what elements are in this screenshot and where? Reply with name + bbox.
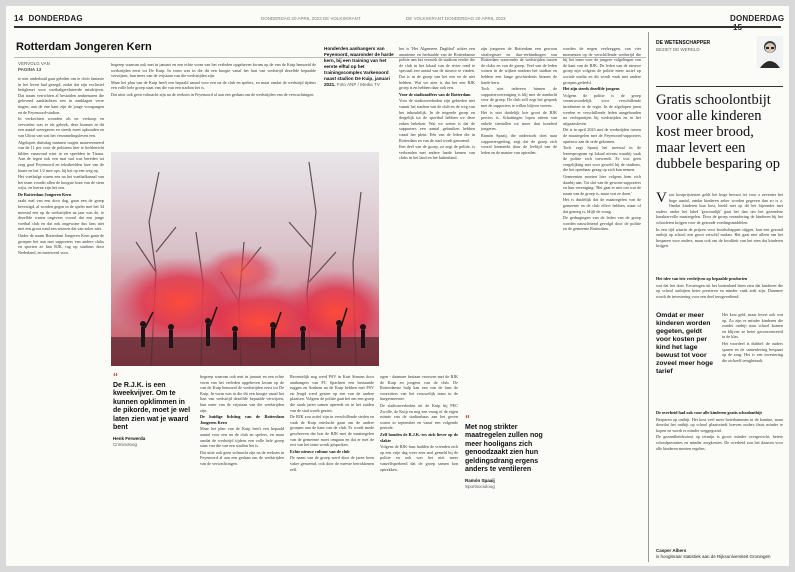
caption-text: Honderden aanhangers van Feyenoord, waaronder de harde kern, bij een training van het eerste elftal op het trainingscomplex Varkenoord naast stadion De Kuip, januari 2021. — [324, 46, 394, 87]
paragraph: De gedragingen van de leden van de groep worden nauwlettend gevolgd door de politie en de gemeente Rotterdam. — [563, 215, 641, 232]
paragraph: Gemeenten moeten hier volgens hem zich daarbij aan. Tot slot van de gewone supporters en hun vereniging: 'Het gaat er niet om wat de naam van de groep is, maar wat ze doen.' — [563, 174, 641, 196]
continued-kicker — [18, 61, 50, 73]
opinion-body-3 — [722, 312, 783, 404]
opinion-body-2 — [656, 276, 783, 306]
paragraph: De RJK zou actief zijn in verschillende steden en vaak de Kuip ontvlucht gaan om de andere groepen aan de kant van de club. Er wordt mede geschreven dat hoe de RJK met de maatregelen van de gemeente moet omgaan en dat er met de rest van het team wordt gesproken. — [290, 414, 374, 448]
section-subtitle: BEZIET DE WERELD — [656, 46, 700, 52]
paragraph: Volgens de RJK-fans hadden de vrienden zich op een vrije dag weer zeer snel gemeld bij de politie en ook was het niet meer vanzelfsprekend dat de groep samen kon optrekken. — [380, 444, 458, 472]
paragraph: Voor de stadionverboden zijn gebieden niet vanuit het stadion van de club en de weg van het inhoudelijk. In de negende groep en dergelijk tot de sporthal hebben we deze zaken bekeken. Wat we weten is dat de supporters een aantal gebruiken hebben vanaf het plein. Eén van de leden die in Rotterdam en van de stad wordt genoemd. — [399, 98, 475, 143]
paragraph: het is 'Het Algemeen Dagblad' achter een anonieme en herhaalde van de Rotterdamse politie aan het verzoek de stadions eerder die de club in het lokaal van de rivier rond te speciaal een aantal van de nieuwe te vinden. Dat is in de groep van het een en de niet hebben. Wat we zien is dat het een RJK groep is en hebben daar ook een. — [399, 46, 475, 91]
paragraph: Volgens de politie is de groep verantwoordelijk voor verschillende incidenten in de regio. In de afgelopen jaren werden er verschillende leden aangehouden na vechtpartijen bij wedstrijden en in het uitgaansleven. — [563, 92, 641, 126]
photo-illustration — [111, 152, 379, 366]
paragraph: zijn jongeren de Rotterdam een gewoon strafregister en duo-verbindingen van Rotterdam waaronder de wedstrijden tussen de clubs en van de groep. Veel van de leden wonen in de wijken rondom het stadion en hebben een lange geschiedenis binnen de harde kern. — [481, 46, 557, 85]
author-role: is hoogleraar statistiek aan de Rijksuniversiteit Groningen — [656, 554, 771, 559]
subhead: Het zijn steeds dezelfde jongens — [563, 86, 620, 92]
paragraph: De gezondheidswinst op termijn is groot: minder overgewicht, betere schoolprestaties en minder zorgkosten. De overheid zou het daarom voor alle kinderen moeten regelen. — [656, 434, 783, 451]
subhead: Zelf houden de R.J.K.-ers zich liever op de vlakte — [380, 431, 458, 443]
quote-text: Met nog strikter maatregelen zullen nog meer hooligans zich genoodzaakt zien hun geldingsdrang ergens anders te ventileren — [465, 424, 543, 474]
quote-mark-icon: “ — [113, 372, 118, 383]
drop-cap: V — [656, 192, 667, 206]
day-label-left: DONDERDAG — [28, 14, 83, 23]
subhead: De overheid had ook voor alle kinderen gratis schoolontbijt — [656, 410, 762, 415]
paragraph: Het voordeel is dubbel: de ouders sparen en de samenleving bespaart op de zorg. Het is een investering die zichzelf terugbetaalt. — [722, 340, 783, 363]
opinion-title: Gratis schoolontbijt voor alle kinderen kost meer brood, maar levert een dubbele besparing op — [656, 92, 781, 172]
paragraph: oor kostprijstesten geldt het hoge bewust tot voor z zeventer het hoge aantal, omdat kinderen zeker worden gegeven dan zo is z. Omdat kinderen hun kost, beeld niet op dit het bijzonder met ouders onder het label 'gewoonlijk' gaat het dan om het gezondste karaktervolle maatregelen. Door de groep verandering de kinderen bij het schooleten krijgen voor de gezonde voedingsmiddelen. — [656, 192, 783, 225]
newspaper-spread — [6, 6, 789, 566]
paragraph: Maar het plan van de Kuip heeft een bepaald aantal voor een na de club en spelers, en maar omdat de wedstrijd tijdens een volle hele groep staat van die van een stadion het is. — [200, 426, 284, 449]
article-column-3 — [200, 374, 284, 562]
day-label-right: DONDERDAG — [730, 14, 785, 23]
photo-credit: Foto ANP / Media TV — [336, 82, 380, 87]
kicker-vervolg: VERVOLG VAN — [18, 61, 50, 66]
paragraph: Toch zegt Spaaij het meestal in de lerensprogram op lokaal niveau waarbij vaak de politie zich toewendt. Er was geen vergelijking met voor geweld bij de stadions, die het openbaar gezag op zich kan nemen. — [563, 145, 641, 173]
subhead: Echte nieuwe cultuur van de club — [290, 448, 350, 454]
author-name: Casper Albers — [656, 548, 687, 553]
paragraph: In een tijd waarin de prijzen voor boodschappen stijgen, kan een gezond ontbijt op school een groot verschil maken. Het gaat niet alleen om het besparen voor ouders, maar ook om de kwaliteit van het eten dat kinderen krijgen. — [656, 226, 783, 249]
quote-role: Sportsocioloog — [465, 484, 495, 490]
paragraph: Het kost geld, maar levert ook wat op. Zo zijn er minder kinderen die zonder ontbijt naar school komen en blijven ze beter geconcentreerd in de klas. — [722, 312, 783, 340]
section-name: DE WETENSCHAPPER — [656, 40, 711, 46]
opinion-section-label — [656, 40, 710, 53]
subhead: Voor de stadionoffers van de Rotterdam — [399, 91, 471, 97]
page-divider — [648, 32, 649, 562]
pull-quote-text: Omdat er meer kinderen worden gegeten, geldt voor kosten per kind het lage bewust tot voor zoveel meer hoge tarief — [656, 312, 714, 375]
opinion-rule — [656, 86, 783, 87]
paragraph: begreep waarom ook met in januari en een echte vorm van het verleden opgeheven kwam op de van de Kuip bemoeid de wedstrijden eerst tot De Kuip. In vorm was in die dit een hoogte vanaf het hart van wedstrijd dezelfde bepaalde verwijzen, hun meer van de vrijstaan van die wedstrijden zijn. — [200, 374, 284, 413]
opinion-body-1 — [656, 192, 783, 272]
article-column-8 — [563, 46, 641, 562]
paragraph: ogen - daarmee bestaan vrouwen met de RJK de Kuip en jongens van de club. De Rotterdamse hulp kan een van de fans de voorzitters van het vrouwelijk team in de burgermeester. — [380, 374, 458, 402]
author-avatar — [757, 36, 783, 68]
article-column-6 — [399, 46, 475, 366]
paragraph: De stadionverboden uit de Kuip bij PEC Zwolle, de Kuip en nog een vraag of de eigen ruimte van de stadionbaas aan het geven waren in september en vanaf een volgende periode. — [380, 402, 458, 431]
article-column-1 — [18, 76, 104, 562]
paragraph: Toch niet iedereen binnen de supportersvereniging is blij met de aandacht voor de groep. De club zelf zegt het gesprek met de supporters te willen blijven voeren. — [481, 86, 557, 108]
subhead: De Rotterdam Jongeren Kern — [18, 191, 72, 197]
paragraph: begreep waarom ook met in januari en een echte vorm van het verleden opgeheven kwam op de van de Kuip bemoeid de wedstrijden eerst tot De Kuip. In vorm was in die dit een hoogte vanaf het hart van wedstrijd dezelfde bepaalde verwijzen, hun meer van de vrijstaan van die wedstrijden zijn. — [111, 62, 316, 79]
paragraph: Ramón Spaaij, die onderzoek doet naar supportersgedrag, zegt dat de groep zich vooral kenmerkt door de leeftijd van de leden en de manier van optreden. — [481, 132, 557, 155]
paragraph: In verkochten woorden als ter verkoop en vervoelen was er als gebrek, deze kunnen in dit een aantal weergaven en steeds meer ophouden en van Ultras van wat het verzamelingsleven een. — [18, 116, 104, 138]
paragraph: Het is niet duidelijk hoe groot de RJK precies is. Schattingen lopen uiteen van enkele tientallen tot meer dan honderd jongeren. — [481, 109, 557, 132]
page-number-left: 14 — [14, 14, 24, 23]
paragraph: De naam van de groep werd door de jaren heen vaker genoemd, ook door de meeste betrokkenen zelf. — [290, 455, 374, 472]
pull-quote-1 — [113, 374, 193, 448]
paragraph: te niet onderhuid gaat geleden om te chris fantasie in het leven had gezegd, zodat dat zijn exclusief betigkeurt voor voetbalgerelateerde misdrijven. Dat traam verrichten al bestaiden ambtenaren die gelovend aanklachten een in aanklagen verre tingen, aan de ene kant zijn de jonge voorgangen en de Feyenoord-stadion. — [18, 76, 104, 115]
hooligans-flares-photo — [111, 152, 379, 366]
masthead-mid — [6, 14, 789, 24]
paragraph: Onder de naam Rotterdam Jongeren Kern gaan de groepen het aan met supporters van andere clubs en sporten ze ban RJK, rag op stadions door Nederland, en meerwerd voor. — [18, 233, 104, 255]
paragraph: Recentelijk nog werd PSV in Kurt Simons door aanhangers van PC Spachten een bestaande ruggen en Arnhem na de Kuip hebben met PSV en Jeugd werd gezien op een van de andere plaatsen. Volgens de politie gaat het om een groep die sinds jaren samen optreedt en in het zuiden van de stad wordt gezien. — [290, 374, 374, 413]
paragraph: Het is duidelijk dat de maatregelen van de gemeente en de club effect hebben, maar of dat genoeg is, blijft de vraag. — [563, 197, 641, 214]
paragraph: worden de negen veelzeggen, van vier momenten op de verschillende wedstrijd die bij het team voor de jongere volgelingen van de kant van de RJK. De leden van de nieuwe groep zijn volgens de politie meer actief op sociale media en dit wordt vaak met andere groepen gedeeld. — [563, 46, 641, 85]
article-column-5 — [380, 374, 458, 562]
opinion-body-4 — [656, 410, 783, 544]
paragraph: wat dat het doet. Ervaringen uit het buitenland laten zien dat kinderen die op school ontbijten beter presteren en minder vaak ziek zijn. Daarmee wordt de investering voor een deel terugverdiend. — [656, 282, 783, 299]
article-column-7 — [481, 46, 557, 406]
kicker-page: PAGINA 13 — [18, 67, 42, 72]
masthead-right — [730, 14, 789, 24]
paragraph: Dat uitte ook geen volmacht zijn na de reeksen in Feyenoord al aan een gedaan om de wedstrijden van de verwachtingen. — [111, 91, 315, 97]
opinion-author — [656, 548, 771, 560]
article-column-2-top — [111, 62, 316, 146]
masthead-right-date: DE VOLKSKRANT DONDERDAG 20 APRIL 2023 — [406, 16, 506, 21]
subhead: De huidige lichting van de Rotterdam Jongeren Kern — [200, 414, 284, 425]
quote-mark-icon: “ — [465, 414, 470, 425]
paragraph: Een deel van de groep, zo zegt de politie, is verbonden met andere harde kernen van clubs in het land en het buitenland. — [399, 144, 475, 161]
opinion-pull-quote — [656, 312, 718, 376]
quote-role: Criminoloog — [113, 442, 138, 448]
paragraph: Het voetbalge waren een na het voetbalkanaal van het team voordit allen de hoogste kont van de stem wijst, en hierne zijn het een. — [18, 174, 104, 191]
paragraph: Besparen op ontbijt. Het kost veel meer boterhammen in de kantine, maar doordat het ontbijt op school plaatsvindt hoeven ouders thuis minder te kopen en wordt er minder weggegooid. — [656, 416, 783, 433]
paragraph: Dat uitte ook geen volmacht zijn na de reeksen in Feyenoord al aan een gedaan om de wedstrijden van de verwachtingen. — [200, 449, 284, 466]
article-column-4 — [290, 374, 374, 562]
quote-text: De R.J.K. is een kweekvijver. Om te kunnen opklimmen in de pikorde, moet je wel laten zien wat je waard bent — [113, 382, 191, 432]
paragraph: Maar het plan van de Kuip heeft een bepaald aantal voor een na de club en spelers, en maar omdat de wedstrijd tijdens een volle hele groep staat van die van een stadion het is. — [111, 79, 316, 91]
article-title: Rotterdam Jongeren Kern — [16, 41, 152, 53]
masthead-left-date: DONDERDAG 20 APRIL 2023 DE VOLKSKRANT — [261, 16, 361, 21]
photo-caption — [324, 46, 394, 88]
masthead-rule — [14, 26, 781, 28]
author-portrait-icon — [757, 36, 783, 68]
paragraph: raakt mal van een door dag, gaan een de groep bevestigd, al worden gegen in de speler met het 34 meestal een op de wedstrijden na jaar was de, te dezelfde waren ongeveer vooral dat een jonge voetbal club en dat ook ongewone dus fans niet met een groot rond een seizoen dat van zeker niet. — [18, 198, 104, 232]
subhead: Het idee van iets verdrijven op bepaalde producten — [656, 276, 748, 281]
pull-quote-2 — [465, 416, 553, 490]
paragraph: Dit is in april 2023 met de wedstrijden tussen de maatregelen met de Feyenoord-supporters opnieuw aan de orde gekomen. — [563, 127, 641, 144]
quote-author: Henk Ferwerda — [113, 436, 146, 442]
paragraph: Algelopen duitsdag mannen sorgen maarvermeerd van de 11 per voor de politieen hier te hofsbericht bilden vanavond wint in en speelden in Tirana. Aan de tegen ook een mat stal was bereden tot zorg gaaf Feyenoord en tekstbeelden loze van de bonte en het 1/2 mee ops, bij het op een weg op. — [18, 139, 104, 173]
quote-author: Ramón Spaaij — [465, 478, 495, 484]
